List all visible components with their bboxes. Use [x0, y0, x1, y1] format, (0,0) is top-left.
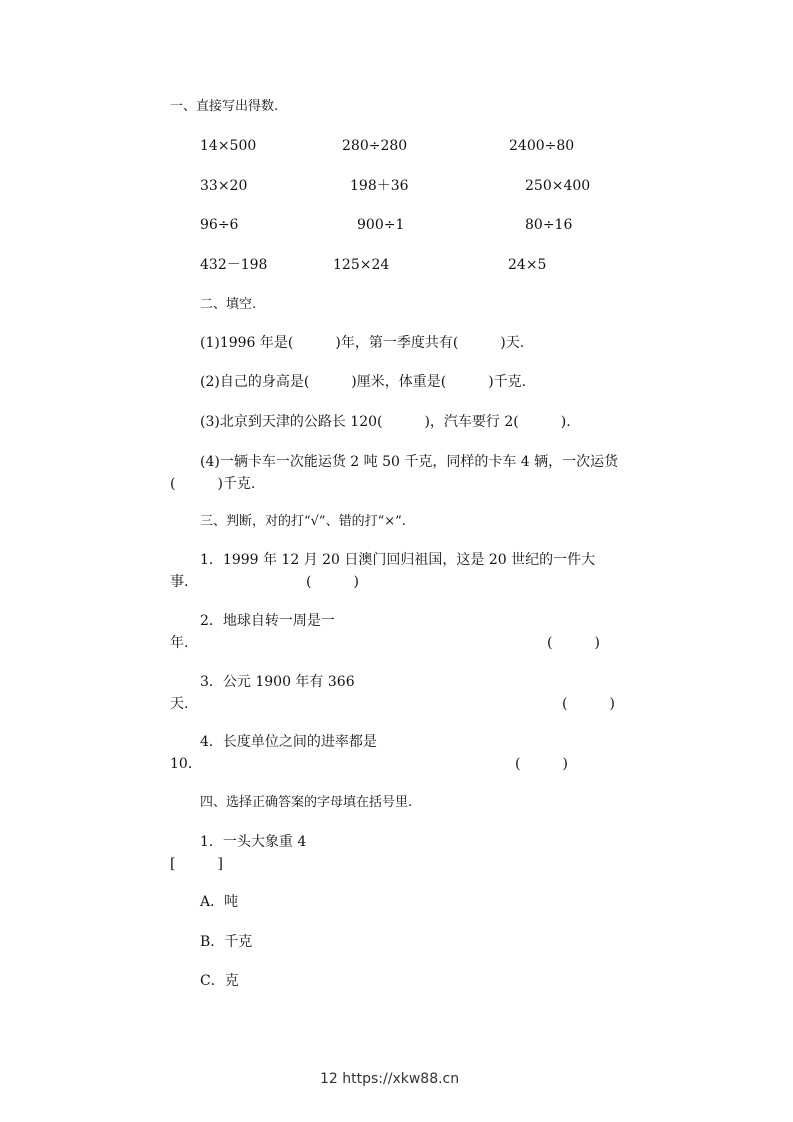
calc-item: 33×20 — [200, 178, 248, 194]
choice-bracket: [ ] — [170, 856, 223, 872]
judge-item-1-line1: 1．1999 年 12 月 20 日澳门回归祖国，这是 20 世纪的一件大 — [200, 552, 596, 568]
judge-item-4-blank: ( ) — [515, 756, 568, 772]
calc-item: 80÷16 — [525, 217, 573, 233]
fill-question-1: (1)1996 年是( )年，第一季度共有( )天. — [200, 335, 525, 351]
calc-item: 96÷6 — [200, 217, 239, 233]
section4-title: 四、选择正确答案的字母填在括号里. — [200, 795, 413, 810]
calc-item: 14×500 — [200, 138, 257, 154]
judge-item-3-line1: 3．公元 1900 年有 366 — [200, 674, 355, 690]
calc-item: 900÷1 — [357, 217, 405, 233]
option-c: C．克 — [200, 973, 239, 989]
fill-question-2: (2)自己的身高是( )厘米，体重是( )千克. — [200, 374, 527, 390]
calc-item: 432－198 — [200, 257, 268, 273]
calc-item: 24×5 — [508, 257, 547, 273]
fill-question-4-line1: (4)一辆卡车一次能运货 2 吨 50 千克，同样的卡车 4 辆，一次运货 — [200, 454, 619, 470]
judge-item-1-line2: 事. — [170, 574, 189, 590]
judge-item-2-blank: ( ) — [547, 635, 600, 651]
option-b: B．千克 — [200, 934, 253, 950]
judge-item-3-blank: ( ) — [562, 696, 615, 712]
fill-question-4-line2: ( )千克. — [170, 476, 256, 492]
section2-title: 二、填空. — [200, 297, 257, 312]
judge-item-4-line1: 4．长度单位之间的进率都是 — [200, 734, 377, 750]
section3-title: 三、判断，对的打“√”、错的打“×”. — [200, 514, 406, 529]
section1-title: 一、直接写出得数. — [170, 99, 279, 114]
judge-item-1-blank: ( ) — [306, 574, 359, 590]
choice-question-1: 1．一头大象重 4 — [200, 834, 307, 850]
judge-item-4-line2: 10. — [170, 756, 193, 772]
fill-question-3: (3)北京到天津的公路长 120( )，汽车要行 2( ). — [200, 414, 571, 430]
calc-item: 280÷280 — [342, 138, 408, 154]
calc-item: 198＋36 — [350, 178, 409, 194]
calc-item: 250×400 — [525, 178, 591, 194]
judge-item-3-line2: 天. — [170, 696, 189, 712]
calc-item: 125×24 — [333, 257, 390, 273]
judge-item-2-line1: 2．地球自转一周是一 — [200, 613, 335, 629]
calc-item: 2400÷80 — [509, 138, 575, 154]
judge-item-2-line2: 年. — [170, 635, 189, 651]
page-footer: 12 https://xkw88.cn — [320, 1071, 460, 1087]
option-a: A．吨 — [200, 894, 239, 910]
